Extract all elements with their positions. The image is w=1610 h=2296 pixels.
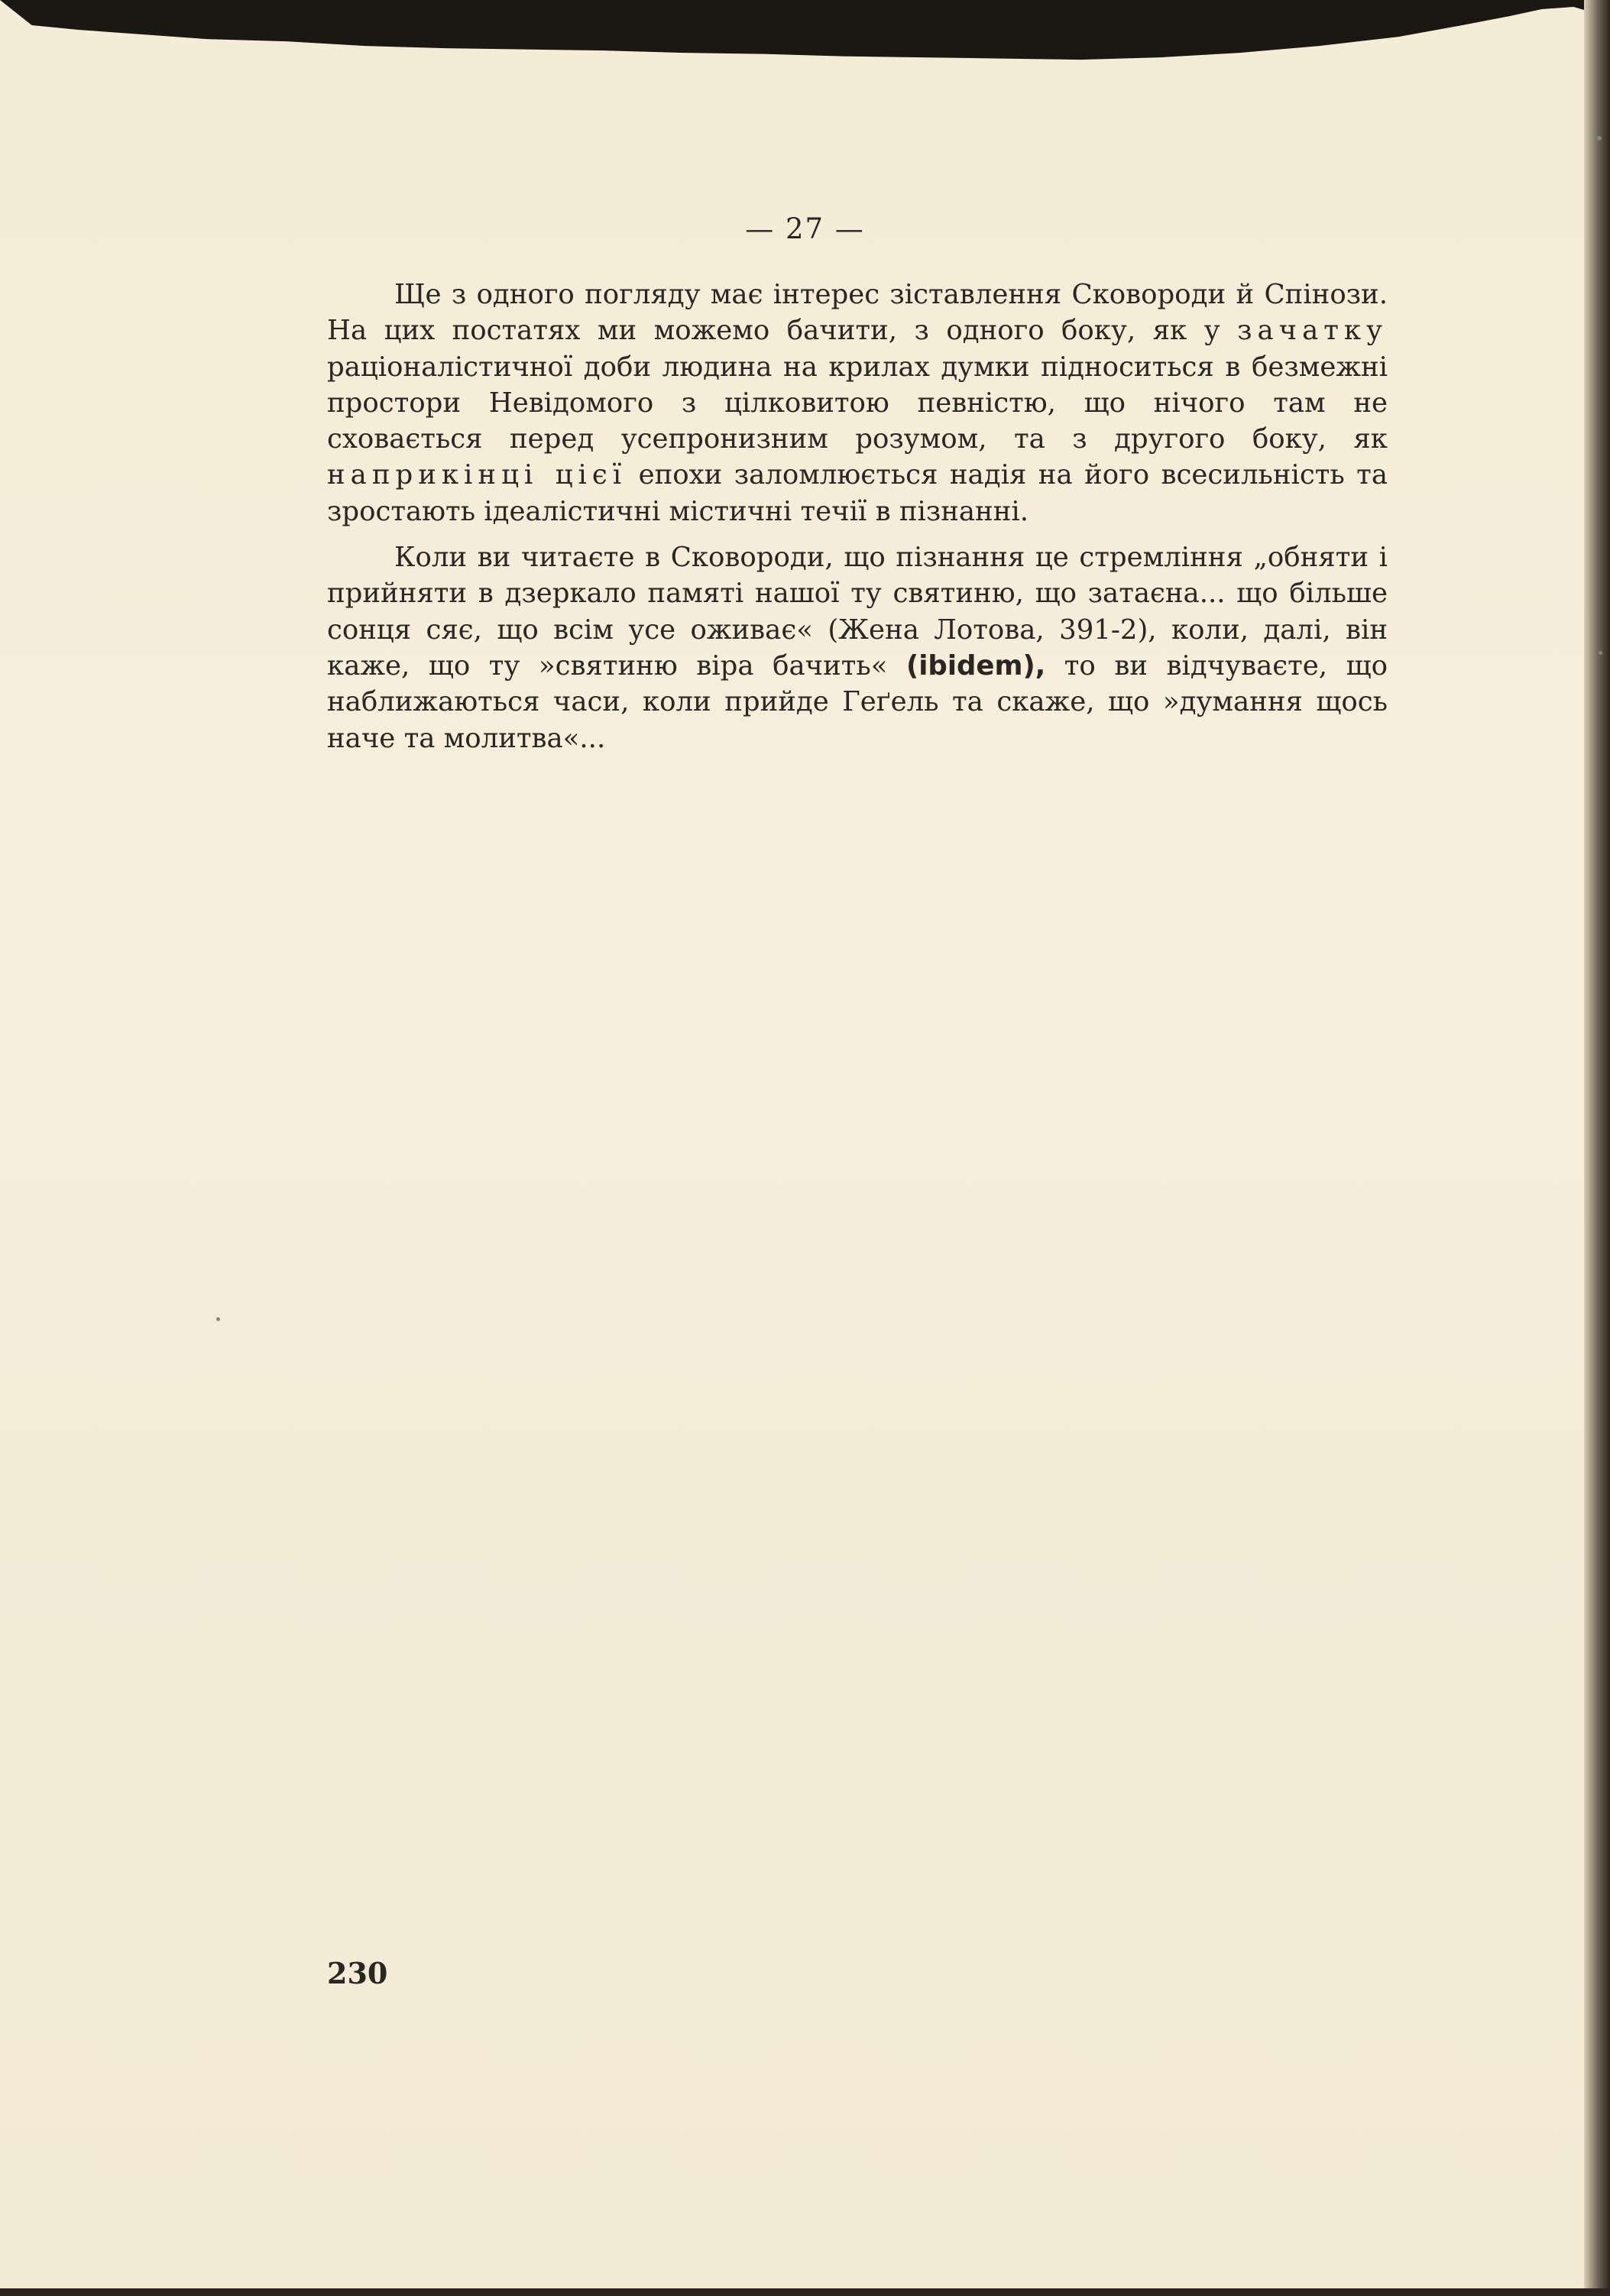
paper-speck xyxy=(1599,651,1602,655)
page-header-number: — 27 — xyxy=(745,212,865,245)
paper-speck xyxy=(1597,136,1602,141)
paragraph-1 xyxy=(327,277,1388,529)
emphasis-spaced: наприкінці цієї xyxy=(327,459,627,491)
page-bottom-edge xyxy=(0,2288,1610,2296)
body-text xyxy=(327,277,1388,756)
paragraph-2-part: Коли ви читаєте в Сковороди, що пізнання це стремління „обняти і прийняти в дзеркало памяті нашої ту святиню, що затаєна... що більше сонця сяє, що всім усе оживає« (Жена Лотова, 391-2), коли, далі, він каже, що ту »святиню віра бачить« xyxy=(327,542,1388,682)
paragraph-2 xyxy=(327,539,1388,756)
paragraph-1-part: Ще з одного погляду має інтерес зіставлення Сковороди й Спінози. На цих постатях ми можемо бачити, з одного боку, як у xyxy=(327,279,1388,347)
page-footer-number: 230 xyxy=(327,1956,388,1990)
paragraph-1-part: епохи заломлюється надія на його всесильність та зростають ідеалістичні містичні течії в пізнанні. xyxy=(327,459,1388,527)
paragraph-1-part: раціоналістичної доби людина на крилах думки підноситься в безмежні простори Невідомого з цілковитою певністю, що нічого там не сховається перед усепронизним розумом, та з другого боку, як xyxy=(327,351,1388,455)
page-edge-shadow xyxy=(1584,0,1610,2296)
emphasis-spaced: зачатку xyxy=(1237,315,1388,347)
paper-speck xyxy=(216,1317,220,1321)
citation-ibidem: (ibidem), xyxy=(906,649,1046,682)
paragraph-2-part: то ви відчуваєте, що наближаються часи, коли прийде Геґель та скаже, що »думання щось наче та молитва«... xyxy=(327,649,1388,754)
